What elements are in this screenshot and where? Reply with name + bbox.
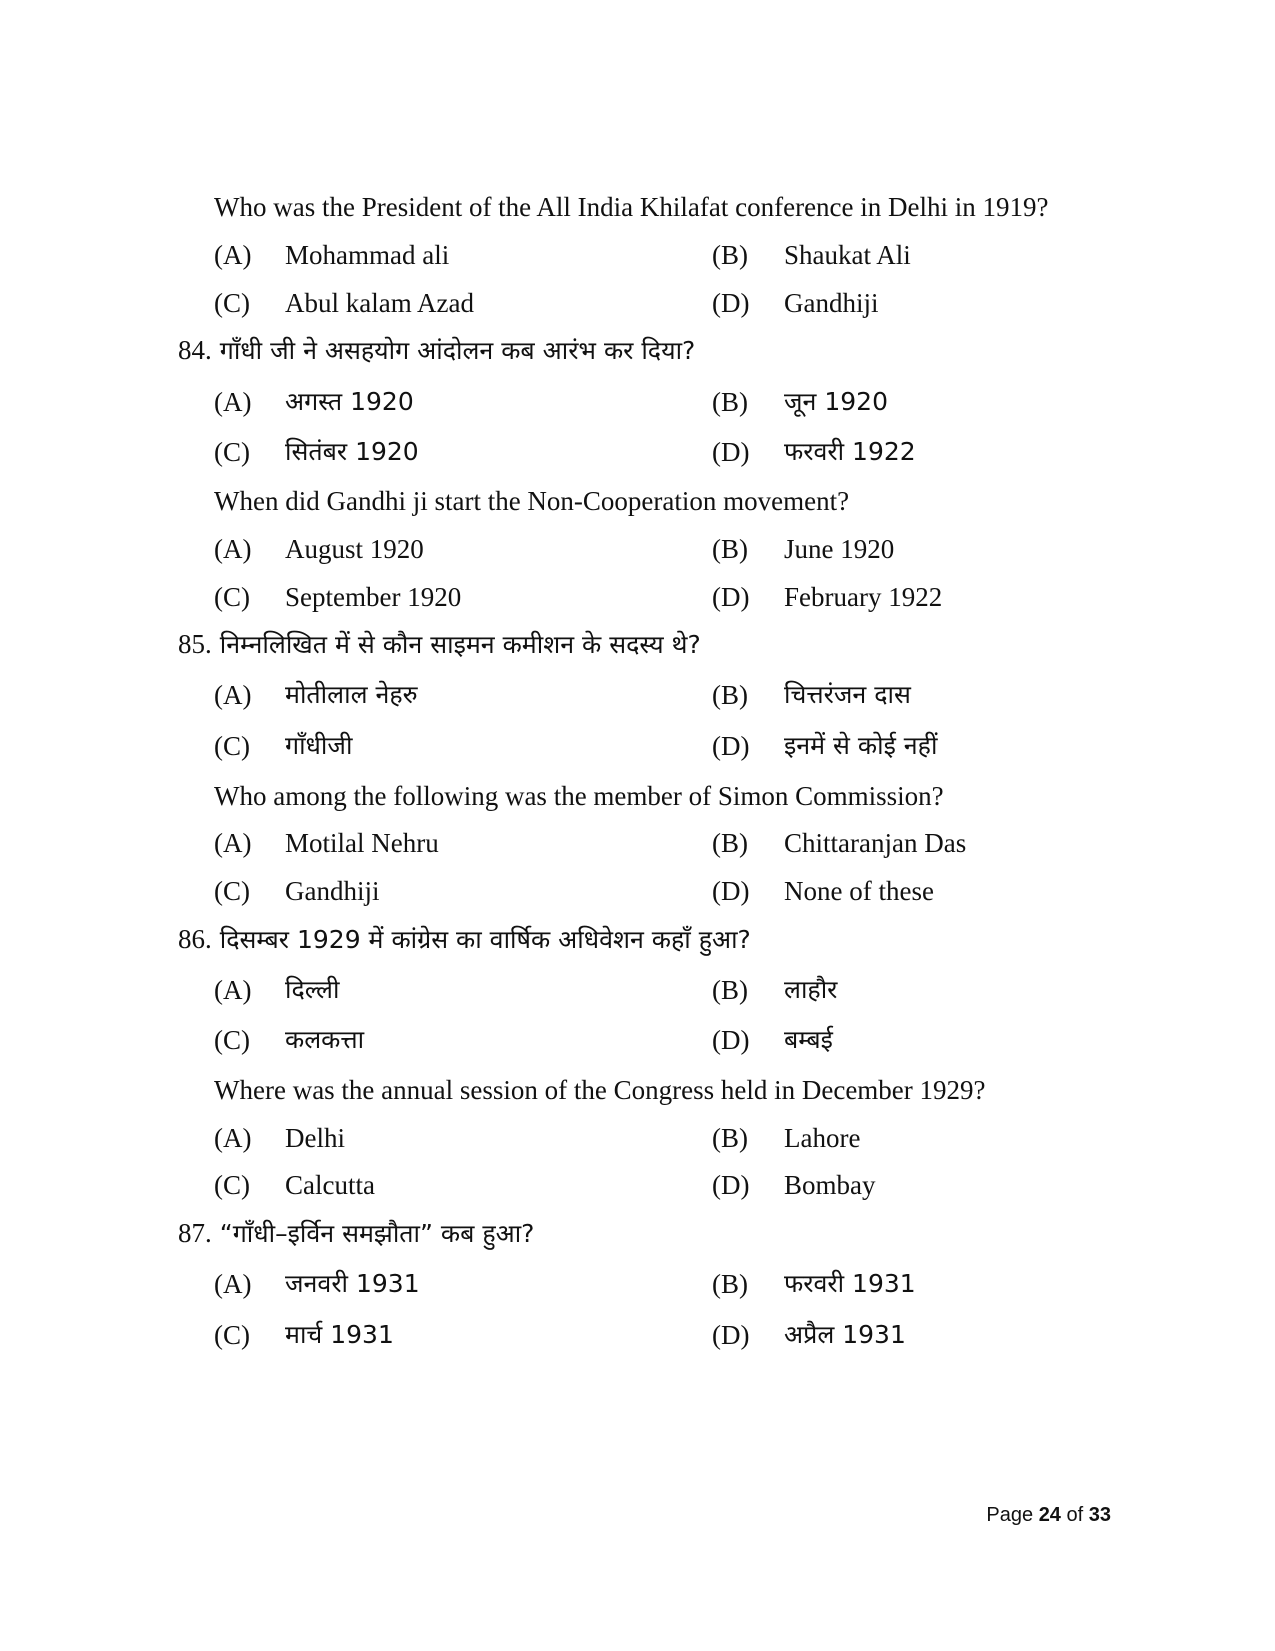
option-a: Motilal Nehru [285, 828, 439, 858]
option-b: जून 1920 [784, 387, 888, 416]
option-b: Lahore [784, 1123, 861, 1153]
footer-total-pages: 33 [1088, 1504, 1111, 1526]
option-letter-c: (C) [214, 288, 250, 318]
option-d: Bombay [784, 1170, 876, 1200]
option-letter-b: (B) [712, 1269, 748, 1299]
option-a: Delhi [285, 1123, 345, 1153]
question-text-hindi: “गाँधी–इर्विन समझौता” कब हुआ? [219, 1219, 535, 1248]
option-b: June 1920 [784, 534, 895, 564]
option-c: September 1920 [285, 582, 462, 612]
question-text-hindi: निम्नलिखित में से कौन साइमन कमीशन के सदस्य थे? [219, 630, 701, 659]
question-84-hindi [178, 333, 695, 368]
question-86-hindi [178, 922, 751, 957]
option-letter-c: (C) [214, 582, 250, 612]
option-letter-a: (A) [214, 240, 252, 270]
option-letter-a: (A) [214, 387, 252, 417]
option-letter-d: (D) [712, 731, 750, 761]
option-a: मोतीलाल नेहरु [285, 680, 418, 709]
option-c: Calcutta [285, 1170, 375, 1200]
option-a: August 1920 [285, 534, 424, 564]
footer-prefix: Page [986, 1504, 1034, 1526]
option-letter-d: (D) [712, 1320, 750, 1350]
option-letter-c: (C) [214, 731, 250, 761]
option-letter-d: (D) [712, 876, 750, 906]
option-letter-a: (A) [214, 1123, 252, 1153]
question-83-english: Who was the President of the All India Khilafat conference in Delhi in 1919? [214, 192, 1049, 222]
option-letter-a: (A) [214, 680, 252, 710]
option-letter-b: (B) [712, 534, 748, 564]
option-c: मार्च 1931 [285, 1320, 394, 1349]
option-b: लाहौर [784, 975, 838, 1004]
option-letter-c: (C) [214, 876, 250, 906]
question-text-hindi: दिसम्बर 1929 में कांग्रेस का वार्षिक अधिवेशन कहाँ हुआ? [219, 925, 751, 954]
option-letter-a: (A) [214, 828, 252, 858]
option-d: इनमें से कोई नहीं [784, 731, 938, 760]
option-letter-b: (B) [712, 240, 748, 270]
option-letter-d: (D) [712, 288, 750, 318]
footer-current-page: 24 [1038, 1504, 1061, 1526]
option-letter-a: (A) [214, 1269, 252, 1299]
question-86-english: Where was the annual session of the Congress held in December 1929? [214, 1075, 986, 1105]
question-87-hindi [178, 1216, 534, 1251]
option-letter-c: (C) [214, 437, 250, 467]
option-d: Gandhiji [784, 288, 879, 318]
option-letter-d: (D) [712, 437, 750, 467]
option-d: February 1922 [784, 582, 943, 612]
option-a: Mohammad ali [285, 240, 450, 270]
option-a: दिल्ली [285, 975, 340, 1004]
question-85-english: Who among the following was the member of Simon Commission? [214, 781, 944, 811]
question-number: 84. [178, 335, 212, 365]
option-letter-c: (C) [214, 1025, 250, 1055]
option-c: सितंबर 1920 [285, 437, 419, 466]
option-letter-b: (B) [712, 1123, 748, 1153]
option-letter-d: (D) [712, 582, 750, 612]
option-letter-b: (B) [712, 975, 748, 1005]
option-c: गाँधीजी [285, 731, 353, 760]
question-number: 86. [178, 924, 212, 954]
option-c: Abul kalam Azad [285, 288, 474, 318]
option-letter-c: (C) [214, 1320, 250, 1350]
option-a: जनवरी 1931 [285, 1269, 420, 1298]
option-d: बम्बई [784, 1025, 833, 1054]
option-letter-a: (A) [214, 975, 252, 1005]
option-c: कलकत्ता [285, 1025, 365, 1054]
option-d: अप्रैल 1931 [784, 1320, 906, 1349]
question-number: 87. [178, 1218, 212, 1248]
option-b: चित्तरंजन दास [784, 680, 911, 709]
option-b: Shaukat Ali [784, 240, 911, 270]
option-d: फरवरी 1922 [784, 437, 916, 466]
option-c: Gandhiji [285, 876, 380, 906]
option-a: अगस्त 1920 [285, 387, 414, 416]
option-letter-b: (B) [712, 387, 748, 417]
footer-of: of [1066, 1504, 1084, 1526]
question-84-english: When did Gandhi ji start the Non-Cooperation movement? [214, 486, 850, 516]
page-number-footer [986, 1502, 1111, 1528]
option-letter-d: (D) [712, 1025, 750, 1055]
option-letter-b: (B) [712, 680, 748, 710]
option-letter-b: (B) [712, 828, 748, 858]
option-d: None of these [784, 876, 934, 906]
question-number: 85. [178, 629, 212, 659]
question-text-hindi: गाँधी जी ने असहयोग आंदोलन कब आरंभ कर दिया? [219, 336, 696, 365]
option-b: फरवरी 1931 [784, 1269, 916, 1298]
option-b: Chittaranjan Das [784, 828, 967, 858]
option-letter-a: (A) [214, 534, 252, 564]
option-letter-c: (C) [214, 1170, 250, 1200]
option-letter-d: (D) [712, 1170, 750, 1200]
question-85-hindi [178, 627, 701, 662]
